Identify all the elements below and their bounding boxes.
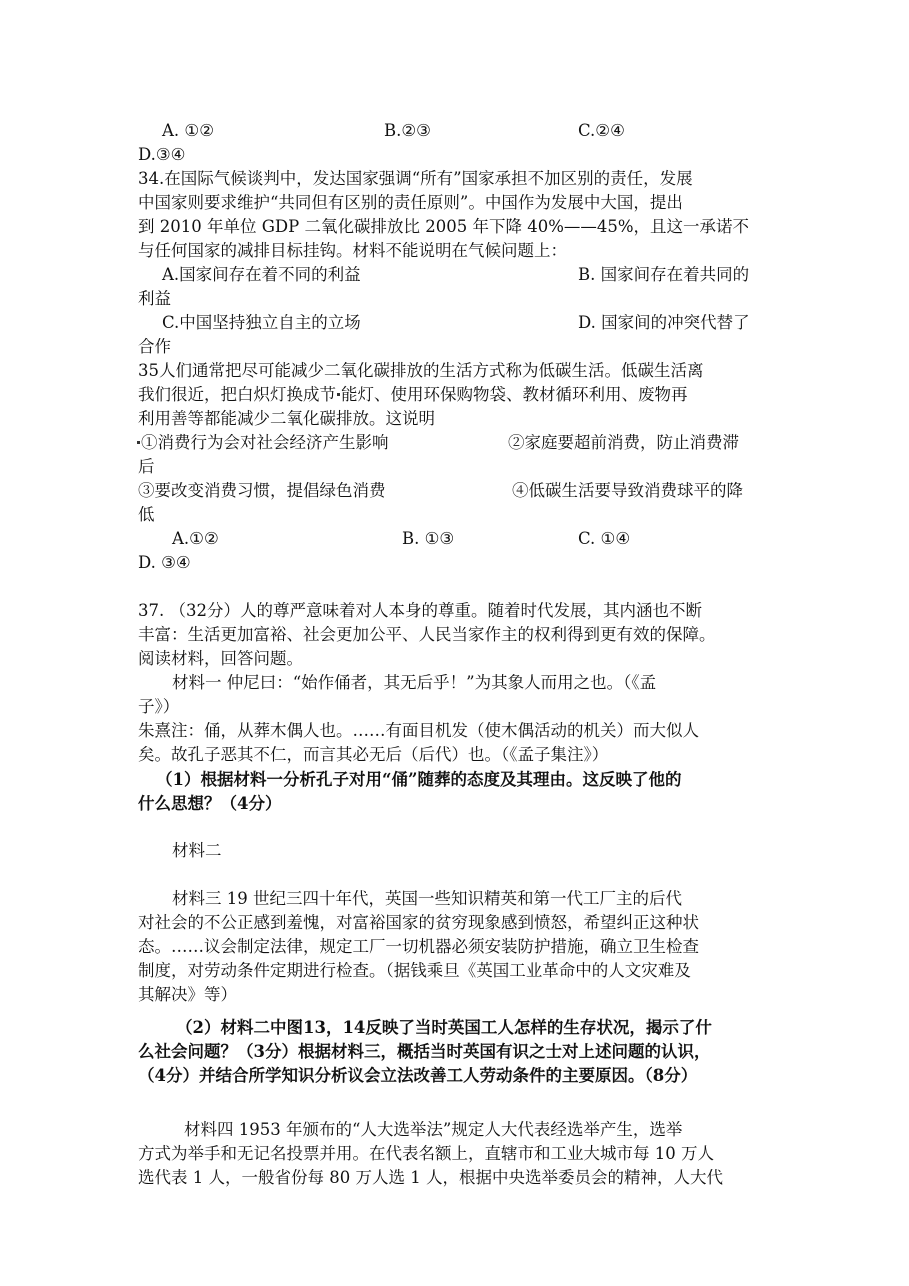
- material4-line: 材料四 1953 年颁布的“人大选举法”规定人大代表经选举产生，选举: [184, 1120, 683, 1139]
- q35-option-a: A.①②: [172, 529, 219, 548]
- material1-line: 矣。故孔子恶其不仁，而言其必无后（后代）也。（《孟子集注》）: [138, 745, 609, 764]
- q33-option-a: A. ①②: [162, 121, 214, 140]
- q35-item-2-cont: 后: [138, 457, 155, 476]
- question2-line: 么社会问题？（3分）根据材料三，概括当时英国有识之士对上述问题的认识，: [138, 1042, 711, 1061]
- material3-line: 其解决》等）: [138, 985, 237, 1004]
- material4-line: 选代表 1 人，一般省份每 80 万人选 1 人，根据中央选举委员会的精神，人大代: [138, 1168, 723, 1187]
- q34-stem-line: 到 2010 年单位 GDP 二氧化碳排放比 2005 年下降 40%——45%，且这一承诺不: [138, 217, 750, 236]
- q33-option-c: C.②④: [578, 121, 625, 140]
- q35-option-c: C. ①④: [578, 529, 631, 548]
- stray-mark: [337, 393, 340, 396]
- material3-line: 对社会的不公正感到羞愧，对富裕国家的贫穷现象感到愤怒，希望纠正这种状: [138, 913, 699, 932]
- q35-stem-part: 我们很近，把白炽灯换成节: [138, 385, 336, 404]
- q35-option-d: D. ③④: [138, 553, 191, 572]
- material3-line: 制度，对劳动条件定期进行检查。（据钱乘旦《英国工业革命中的人文灾难及: [138, 961, 691, 980]
- q37-intro-line: 37. （32分）人的尊严意味着对人本身的尊重。随着时代发展，其内涵也不断: [138, 601, 702, 620]
- q35-item-3: ③要改变消费习惯，提倡绿色消费: [138, 481, 386, 500]
- question2-line: （2）材料二中图13，14反映了当时英国工人怎样的生存状况，揭示了什: [176, 1018, 712, 1037]
- q34-option-a: A.国家间存在着不同的利益: [162, 265, 361, 284]
- q37-intro-line: 阅读材料，回答问题。: [138, 649, 303, 668]
- q35-option-b: B. ①③: [402, 529, 455, 548]
- material3-line: 材料三 19 世纪三四十年代，英国一些知识精英和第一代工厂主的后代: [172, 889, 682, 908]
- material2-label: 材料二: [172, 841, 222, 860]
- material1-line: 朱熹注：俑，从葬木偶人也。……有面目机发（使木偶活动的机关）而大似人: [138, 721, 699, 740]
- q37-intro-line: 丰富：生活更加富裕、社会更加公平、人民当家作主的权利得到更有效的保障。: [138, 625, 716, 644]
- q35-item-4: ④低碳生活要导致消费球平的降: [512, 481, 743, 500]
- q34-option-d-cont: 合作: [138, 337, 171, 356]
- q35-stem-line: 利用善等都能减少二氧化碳排放。这说明: [138, 409, 435, 428]
- question1-line: 什么思想？（4分）: [138, 794, 282, 813]
- question2-line: （4分）并结合所学知识分析议会立法改善工人劳动条件的主要原因。（8分）: [138, 1066, 698, 1085]
- q34-option-c: C.中国坚持独立自主的立场: [162, 313, 361, 332]
- q35-item-2: ②家庭要超前消费，防止消费滞: [508, 433, 739, 452]
- q34-stem-line: 34.在国际气候谈判中，发达国家强调“所有”国家承担不加区别的责任，发展: [138, 169, 693, 188]
- material1-line: 子》）: [138, 697, 180, 716]
- q34-stem-line: 与任何国家的减排目标挂钩。材料不能说明在气候问题上：: [138, 241, 567, 260]
- material4-line: 方式为举手和无记名投票并用。在代表名额上，直辖市和工业大城市每 10 万人: [138, 1144, 714, 1163]
- q35-stem-line: 35人们通常把尽可能减少二氧化碳排放的生活方式称为低碳生活。低碳生活离: [138, 361, 704, 380]
- q35-item-1: [136, 431, 389, 455]
- q33-option-b: B.②③: [384, 121, 431, 140]
- q35-item-4-cont: 低: [138, 505, 155, 524]
- question1-line: （1）根据材料一分析孔子对用“俑”随葬的态度及其理由。这反映了他的: [156, 770, 682, 789]
- material3-line: 态。……议会制定法律，规定工厂一切机器必须安装防护措施，确立卫生检查: [138, 937, 699, 956]
- q34-stem-line: 中国家则要求维护“共同但有区别的责任原则”。中国作为发展中大国，提出: [138, 193, 683, 212]
- material1-line: 材料一 仲尼曰：“始作俑者，其无后乎！”为其象人而用之也。（《孟: [172, 673, 657, 692]
- q33-option-d: D.③④: [138, 145, 186, 164]
- q34-option-b-cont: 利益: [138, 289, 171, 308]
- q34-option-d: D. 国家间的冲突代替了: [578, 313, 750, 332]
- q35-item-1-text: ①消费行为会对社会经济产生影响: [141, 433, 389, 452]
- q35-stem-line: [138, 383, 688, 407]
- q34-option-b: B. 国家间存在着共同的: [578, 265, 750, 284]
- q35-stem-part: 能灯、使用环保购物袋、教材循环利用、废物再: [341, 385, 688, 404]
- stray-mark: [137, 441, 140, 444]
